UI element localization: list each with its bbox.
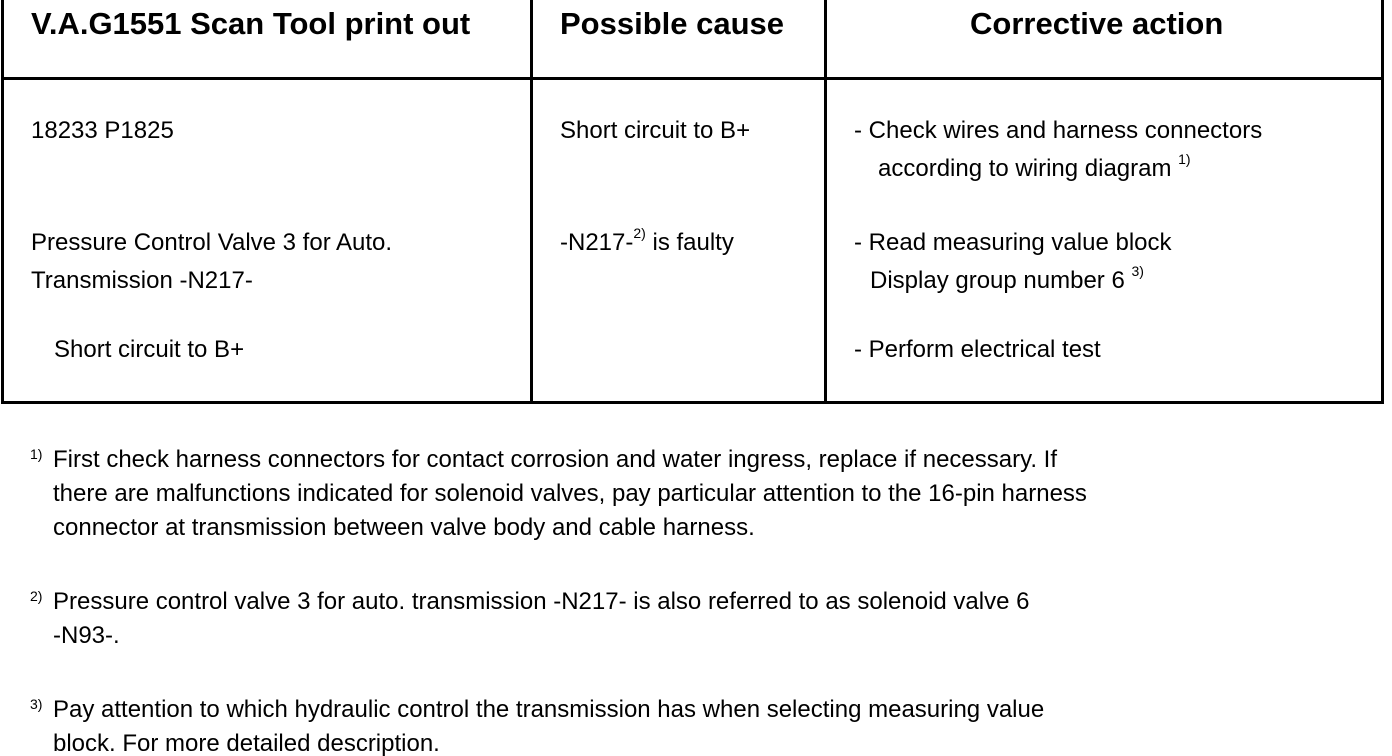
footnote-3-line2: block. For more detailed description. [53,730,440,756]
footnote-ref-3: 3) [1131,263,1144,279]
header-divider [4,77,1381,80]
footnote-1-mark: 1) [30,446,43,462]
footnote-1-line2: there are malfunctions indicated for solenoid valves, pay particular attention to the 16-pin harness [53,480,1087,507]
column-divider-2 [824,0,827,402]
action-check-wires-line2: according to wiring diagram $^{1)}$ [878,151,1191,182]
action-read-value-block-line2: Display group number 6 $^{3)}$ [870,263,1144,294]
cause-short-circuit: Short circuit to B+ [560,117,751,144]
header-possible-cause: Possible cause [560,6,785,41]
footnote-1-line1: First check harness connectors for contact corrosion and water ingress, replace if necessary. If [53,446,1057,473]
component-name-line2: Transmission -N217- [31,267,253,294]
action-check-wires-line1: - Check wires and harness connectors [854,117,1263,144]
action-read-value-block-line1: - Read measuring value block [854,229,1172,256]
fault-type: Short circuit to B+ [54,336,245,363]
action-electrical-test: - Perform electrical test [854,336,1101,363]
footnote-3-mark: 3) [30,696,43,712]
header-print-out: V.A.G1551 Scan Tool print out [31,6,471,41]
footnote-3-line1: Pay attention to which hydraulic control the transmission has when selecting measuring value [53,696,1045,723]
footnote-2-mark: 2) [30,588,43,604]
footnote-1-line3: connector at transmission between valve body and cable harness. [53,514,755,541]
footnote-ref-1: 1) [1178,151,1191,167]
footnote-ref-2: 2) [633,225,646,241]
cause-component-faulty: -N217-$^{2)}$ is faulty [560,225,734,256]
fault-code: 18233 P1825 [31,117,174,144]
header-corrective-action: Corrective action [970,6,1224,41]
footnote-2-line1: Pressure control valve 3 for auto. transmission -N217- is also referred to as solenoid valve 6 [53,588,1030,615]
component-name-line1: Pressure Control Valve 3 for Auto. [31,229,393,256]
column-divider-1 [530,0,533,402]
diagnostic-table [1,0,1384,404]
footnote-2-line2: -N93-. [53,622,120,649]
